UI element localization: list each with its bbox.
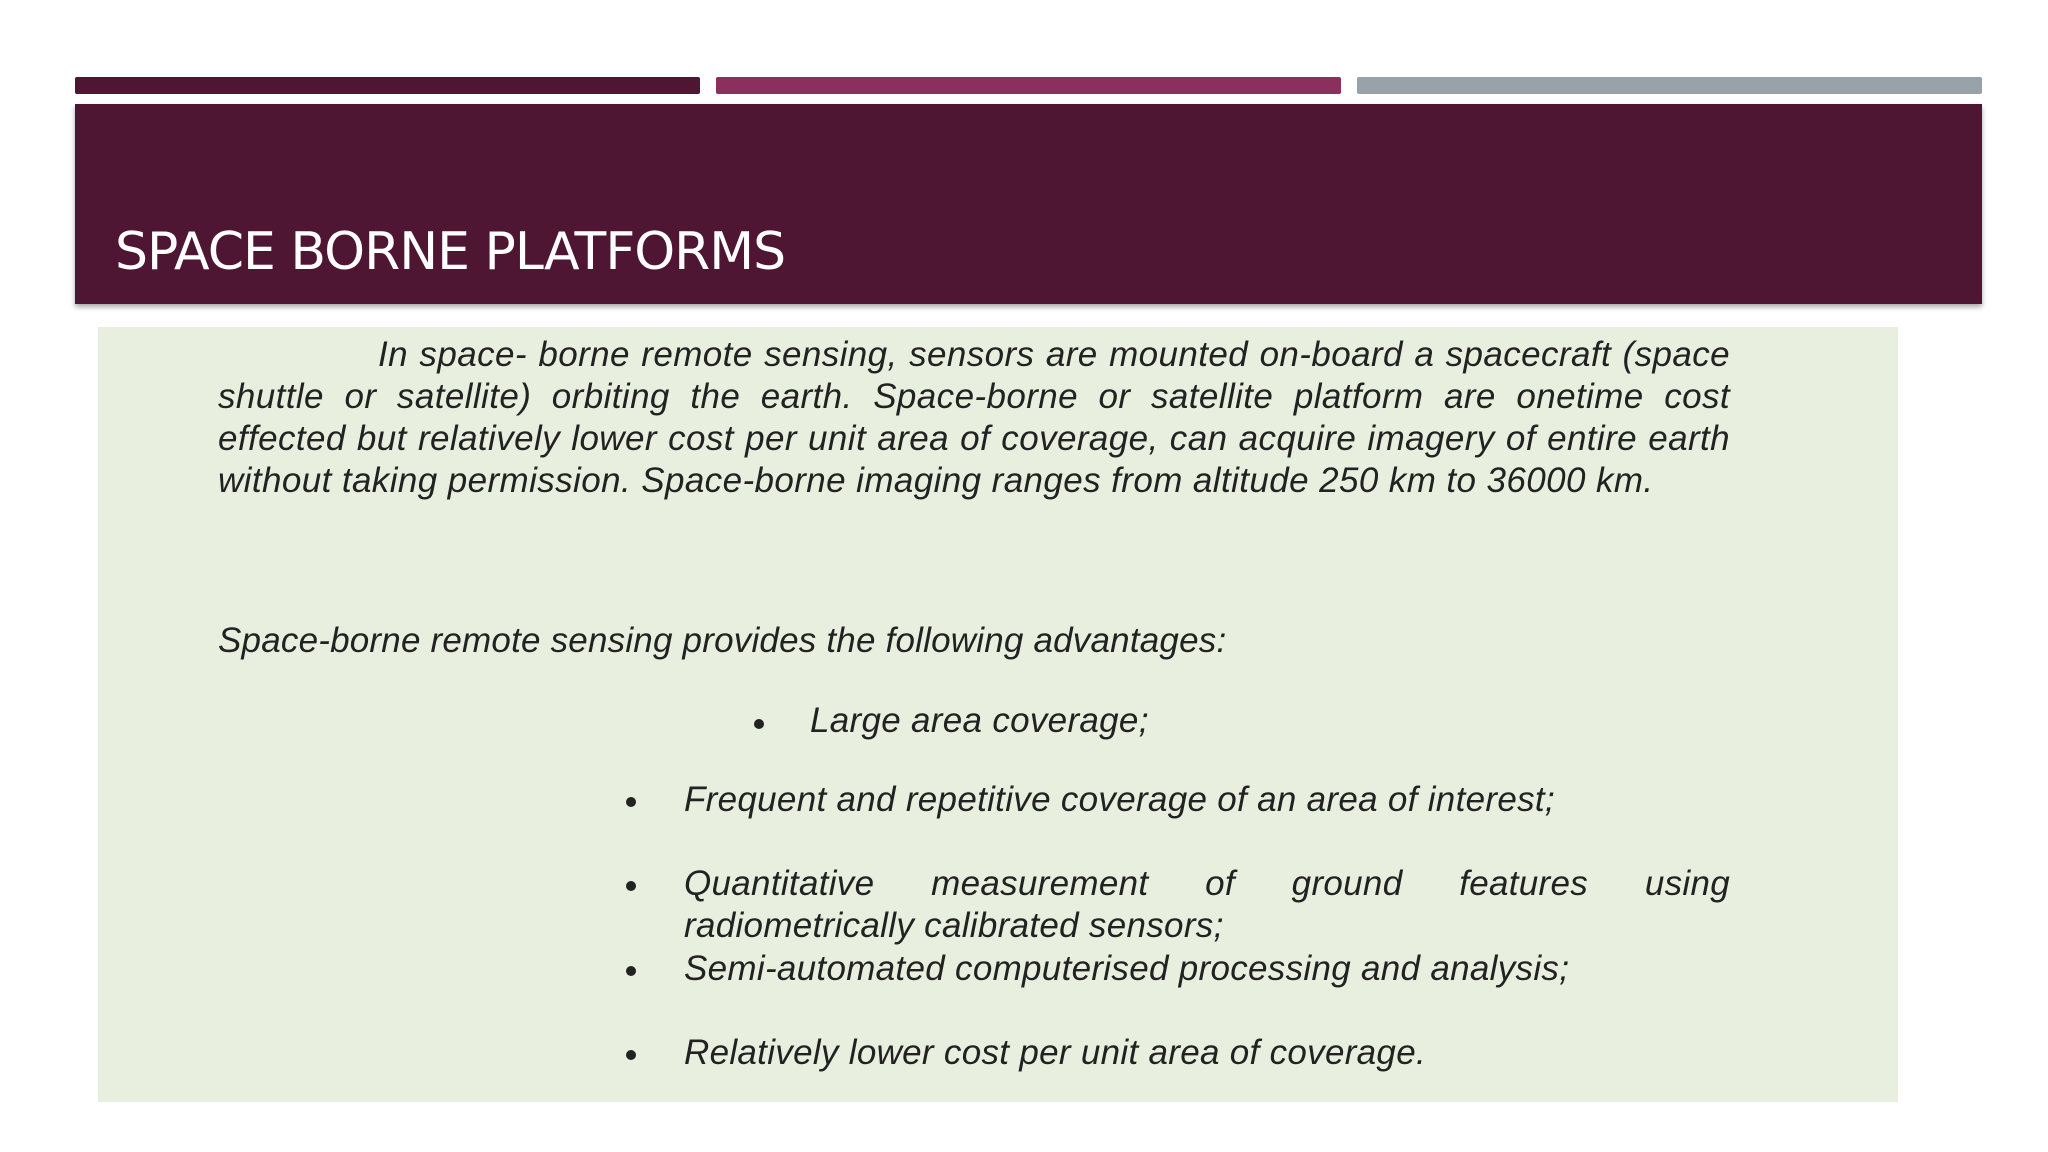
advantage-text: Quantitative measurement of ground features using radiometrically calibrated sensors; [684,864,1730,945]
advantage-item [98,948,1898,1032]
advantage-item [98,1032,1898,1074]
advantage-item [98,700,1898,742]
advantage-text: Relatively lower cost per unit area of coverage. [684,1033,1426,1072]
bullet-icon [626,966,636,976]
accent-bar-2 [716,77,1341,94]
bullet-icon [626,797,636,807]
accent-bar-1 [75,77,700,94]
title-band [75,104,1982,304]
advantages-heading: Space-borne remote sensing provides the following advantages: [218,621,1227,660]
bullet-icon [626,1050,636,1060]
bullet-icon [626,881,636,891]
advantage-text: Large area coverage; [810,701,1149,740]
advantage-text: Semi-automated computerised processing and analysis; [684,949,1570,988]
advantage-text: Frequent and repetitive coverage of an area of interest; [684,780,1555,819]
content-image [98,327,1898,1102]
intro-paragraph: In space- borne remote sensing, sensors are mounted on-board a spacecraft (space shuttle or satellite) orbiting the earth. Space-borne or satellite platform are onetime cost effected but relatively lower cost per unit area of coverage, can acquire imagery of entire earth without taking permission. Space-borne imaging ranges from altitude 250 km to 36000 km. [218,335,1730,500]
bullet-icon [754,719,764,729]
advantage-item [98,779,1898,863]
slide-title: SPACE BORNE PLATFORMS [115,222,786,282]
accent-bar-3 [1357,77,1982,94]
advantage-item [98,863,1898,947]
